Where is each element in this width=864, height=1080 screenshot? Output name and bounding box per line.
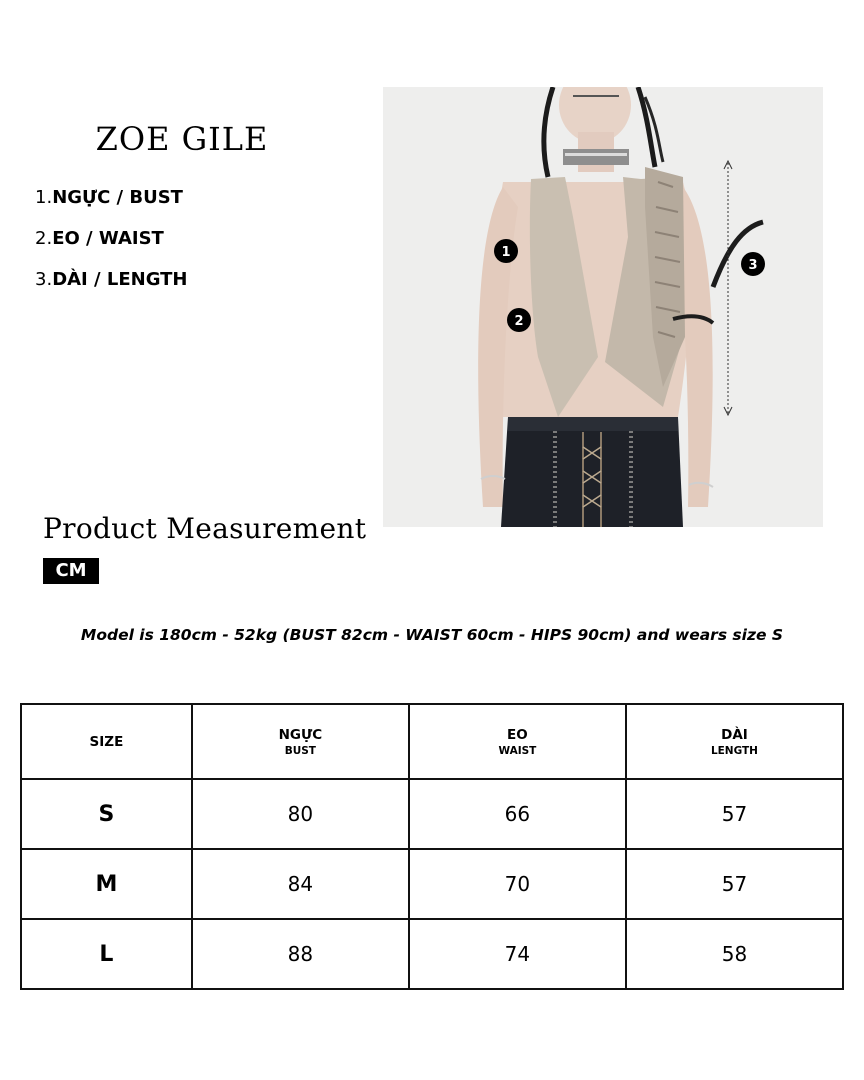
- cell-bust: 88: [192, 919, 409, 989]
- header-waist-label: EO: [507, 726, 528, 743]
- cell-bust: 80: [192, 779, 409, 849]
- marker-waist: [507, 308, 531, 332]
- measurement-item-waist: [35, 227, 188, 268]
- cell-bust: 84: [192, 849, 409, 919]
- unit-badge: CM: [43, 558, 99, 584]
- header-length: [626, 704, 843, 779]
- size-chart-table: [20, 703, 844, 990]
- table-header-row: [21, 704, 843, 779]
- header-length-label: DÀI: [721, 726, 748, 743]
- measurement-item-length: [35, 268, 188, 309]
- svg-text:2: 2: [514, 314, 524, 329]
- measurement-label: EO / WAIST: [52, 228, 164, 249]
- cell-waist: 74: [409, 919, 626, 989]
- marker-length: [741, 252, 765, 276]
- marker-bust: [494, 239, 518, 263]
- measurement-label: NGỰC / BUST: [52, 187, 183, 208]
- table-row: [21, 779, 843, 849]
- header-bust-sublabel: BUST: [284, 744, 316, 757]
- cell-waist: 66: [409, 779, 626, 849]
- model-illustration: [383, 87, 823, 527]
- cell-length: 58: [626, 919, 843, 989]
- header-size-label: SIZE: [89, 733, 124, 750]
- cell-size: L: [21, 919, 192, 989]
- measurement-number: 1.: [35, 187, 53, 208]
- brand-title: ZOE GILE: [95, 120, 269, 158]
- header-size: [21, 704, 192, 779]
- product-photo: [383, 87, 823, 527]
- header-bust: [192, 704, 409, 779]
- cell-waist: 70: [409, 849, 626, 919]
- measurement-item-bust: [35, 186, 188, 227]
- cell-length: 57: [626, 779, 843, 849]
- svg-text:1: 1: [501, 245, 511, 260]
- header-waist: [409, 704, 626, 779]
- header-length-sublabel: LENGTH: [710, 744, 758, 757]
- measurement-label: DÀI / LENGTH: [52, 269, 188, 290]
- header-waist-sublabel: WAIST: [498, 744, 537, 757]
- header-bust-label: NGỰC: [278, 726, 323, 743]
- table-row: [21, 849, 843, 919]
- measurement-list: [35, 186, 188, 309]
- measurement-number: 3.: [35, 269, 53, 290]
- svg-text:3: 3: [748, 258, 758, 273]
- table-row: [21, 919, 843, 989]
- model-note: Model is 180cm - 52kg (BUST 82cm - WAIST 60cm - HIPS 90cm) and wears size S: [80, 626, 784, 644]
- product-measurement-heading: Product Measurement: [43, 512, 367, 545]
- measurement-number: 2.: [35, 228, 53, 249]
- cell-size: M: [21, 849, 192, 919]
- cell-length: 57: [626, 849, 843, 919]
- cell-size: S: [21, 779, 192, 849]
